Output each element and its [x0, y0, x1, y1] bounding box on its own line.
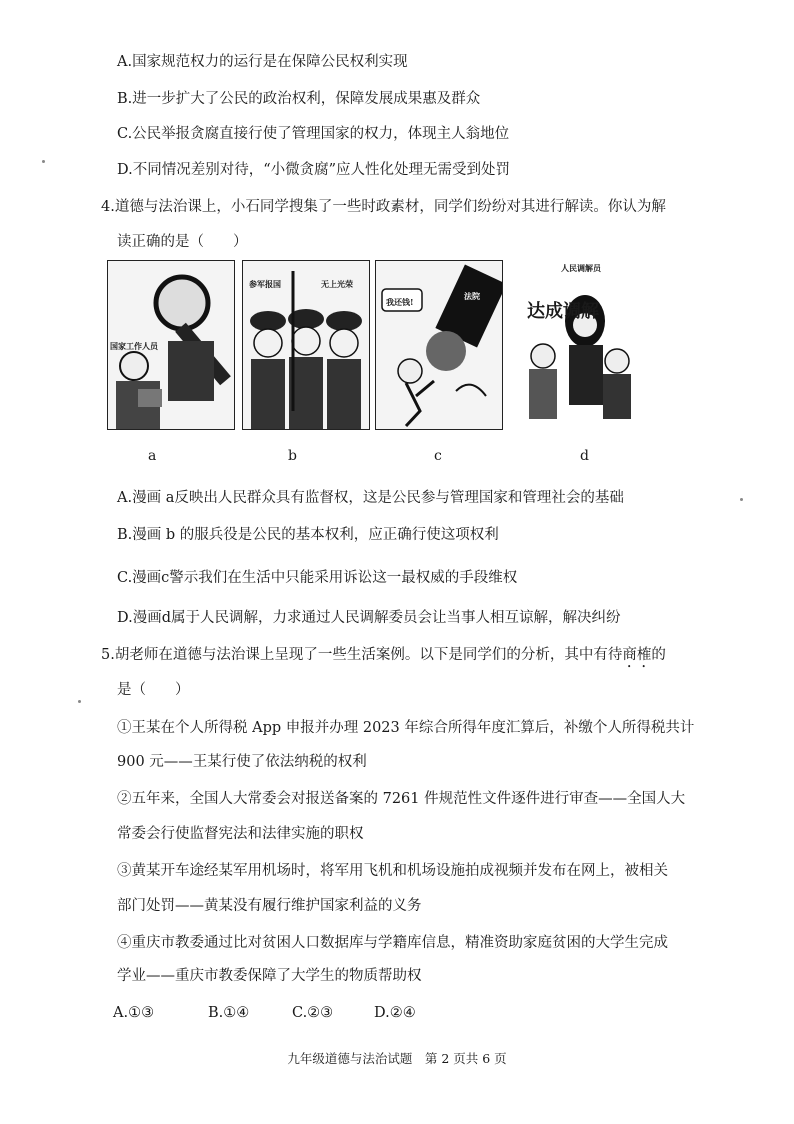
q5-item-4-line2: 学业——重庆市教委保障了大学生的物质帮助权: [117, 968, 422, 984]
scan-speck: [78, 700, 81, 703]
panel-d-top-label: 人民调解员: [561, 263, 601, 273]
q5-item-2-line2: 常委会行使监督宪法和法律实施的职权: [117, 826, 364, 842]
panel-b-right-label: 无上光荣: [321, 279, 353, 289]
panel-d-big-label: 达成调解: [527, 301, 599, 322]
q5-stem-prefix: 5.胡老师在道德与法治课上呈现了一些生活案例。以下是同学们的分析，其中有待: [101, 647, 623, 663]
q4-stem-line1: 4.道德与法治课上，小石同学搜集了一些时政素材，同学们纷纷对其进行解读。你认为解: [101, 199, 666, 215]
q5-item-1-line1: ①王某在个人所得税 App 申报并办理 2023 年综合所得年度汇算后，补缴个人所得税共计: [117, 720, 695, 736]
q4-option-c: C.漫画c警示我们在生活中只能采用诉讼这一最权威的手段维权: [117, 570, 518, 586]
q5-item-2-line1: ②五年来，全国人大常委会对报送备案的 7261 件规范性文件逐件进行审查——全国人大: [117, 791, 686, 807]
comic-panel-b: [242, 260, 370, 430]
panel-a-label: 国家工作人员: [110, 341, 158, 351]
q4-stem-line2: 读正确的是（ ）: [117, 234, 248, 250]
comic-panel-d: [512, 260, 640, 430]
comic-panel-c: [375, 260, 503, 430]
q5-stem-suffix: 的: [651, 647, 666, 663]
q5-item-3-line1: ③黄某开车途经某军用机场时，将军用飞机和机场设施拍成视频并发布在网上，被相关: [117, 863, 668, 879]
panel-c-bubble: 我还钱!: [386, 297, 414, 307]
caption-b: b: [288, 448, 297, 464]
q5-answer-b: B.①④: [208, 1005, 250, 1021]
panel-b-left-label: 参军报国: [249, 279, 281, 289]
caption-a: a: [148, 448, 157, 464]
caption-c: c: [434, 448, 442, 464]
q5-stem-emphasis: 商榷: [622, 647, 652, 663]
q4-comics: [107, 260, 647, 430]
comic-panel-a: [107, 260, 235, 430]
q5-answer-d: D.②④: [374, 1005, 416, 1021]
q5-item-1-line2: 900 元——王某行使了依法纳税的权利: [117, 754, 367, 770]
panel-c-book-label: 法院: [464, 291, 480, 301]
scan-speck: [42, 160, 45, 163]
q3-option-c: C.公民举报贪腐直接行使了管理国家的权力，体现主人翁地位: [117, 126, 510, 142]
q4-option-d: D.漫画d属于人民调解，力求通过人民调解委员会让当事人相互谅解，解决纠纷: [117, 610, 621, 626]
page-footer: 九年级道德与法治试题 第 2 页共 6 页: [287, 1051, 507, 1066]
q5-stem-line2: 是（ ）: [117, 682, 190, 698]
q5-item-4-line1: ④重庆市教委通过比对贫困人口数据库与学籍库信息，精准资助家庭贫困的大学生完成: [117, 935, 668, 951]
scan-speck: [740, 498, 743, 501]
q5-item-3-line2: 部门处罚——黄某没有履行维护国家利益的义务: [117, 898, 422, 914]
q3-option-d: D.不同情况差别对待，“小微贪腐”应人性化处理无需受到处罚: [117, 162, 511, 178]
q5-stem-line1: [101, 645, 666, 671]
caption-d: d: [580, 448, 589, 464]
q5-answer-c: C.②③: [292, 1005, 334, 1021]
q3-option-a: A.国家规范权力的运行是在保障公民权利实现: [117, 54, 408, 70]
q3-option-b: B.进一步扩大了公民的政治权利，保障发展成果惠及群众: [117, 91, 481, 107]
q5-answer-a: A.①③: [113, 1005, 155, 1021]
q4-option-a: A.漫画 a反映出人民群众具有监督权，这是公民参与管理国家和管理社会的基础: [117, 490, 624, 506]
q4-option-b: B.漫画 b 的服兵役是公民的基本权利，应正确行使这项权利: [117, 527, 499, 543]
